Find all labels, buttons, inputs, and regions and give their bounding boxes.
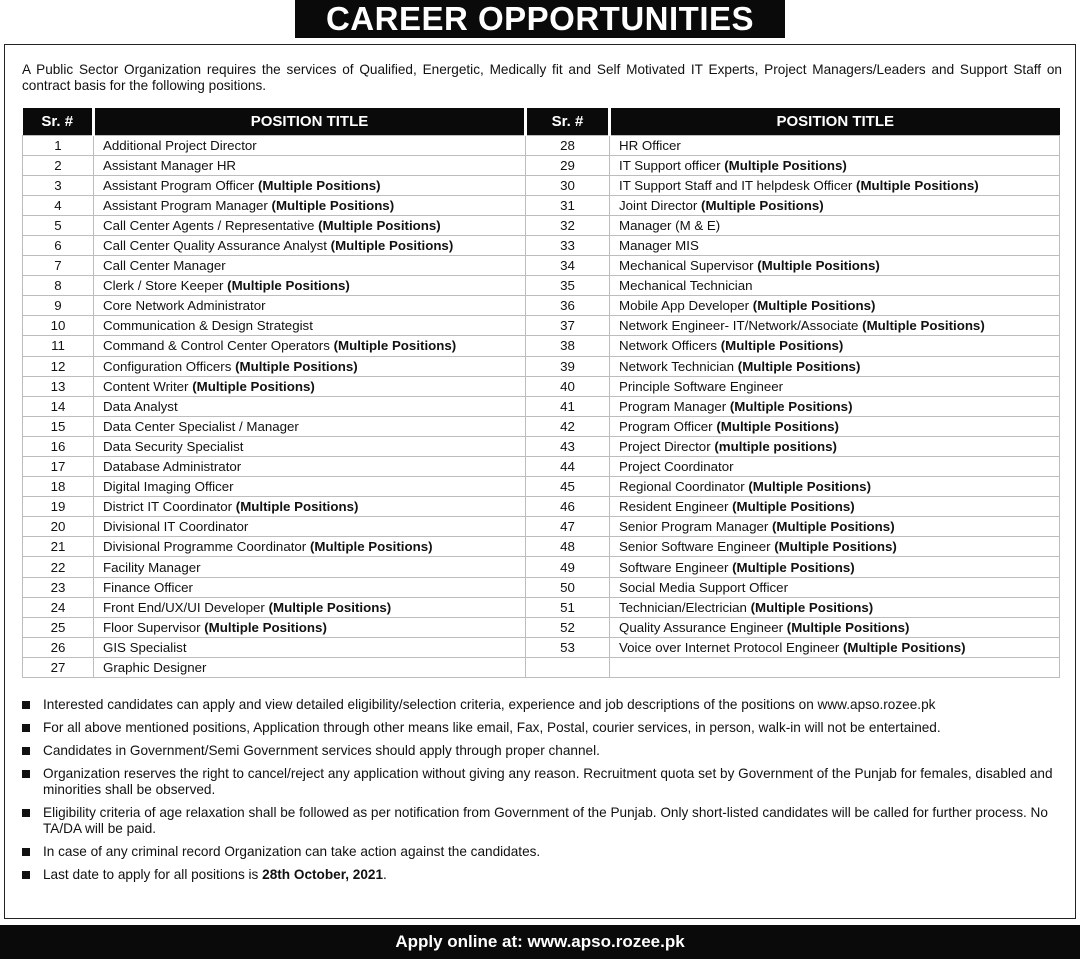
position-title-cell [94,175,526,195]
position-title-cell [610,135,1060,155]
position-title: Manager (M & E) [619,217,721,233]
position-title: IT Support officer [619,157,721,173]
multiple-positions-note: (Multiple Positions) [333,338,457,354]
multiple-positions-note: (Multiple Positions) [724,157,847,173]
position-title: Technician/Electrician [619,599,747,615]
serial-number-cell: 46 [526,497,610,517]
position-title-cell [610,416,1060,436]
position-title-cell [94,577,526,597]
position-title: Finance Officer [103,579,193,595]
table-row [23,215,1060,235]
table-row [23,557,1060,577]
position-title: Data Center Specialist / Manager [103,418,299,434]
position-title-cell [94,637,526,657]
position-title-cell [610,256,1060,276]
position-title: Social Media Support Officer [619,579,789,595]
header-position-right: POSITION TITLE [610,108,1060,135]
table-row [23,175,1060,195]
serial-number-cell: 2 [23,155,94,175]
position-title-cell [610,577,1060,597]
position-title-cell [610,637,1060,657]
multiple-positions-note: (Multiple Positions) [774,539,897,555]
serial-number-cell: 50 [526,577,610,597]
position-title-cell [610,436,1060,456]
serial-number-cell: 29 [526,155,610,175]
position-title-cell [610,215,1060,235]
position-title: Network Technician [619,358,735,374]
position-title-cell [94,396,526,416]
table-row [23,316,1060,336]
position-title: Network Officers [619,338,718,354]
note-tail: . [383,867,387,882]
position-title: Data Analyst [103,398,178,414]
serial-number-cell: 22 [23,557,94,577]
position-title: Assistant Program Manager [103,197,268,213]
serial-number-cell: 18 [23,477,94,497]
table-row [23,597,1060,617]
position-title: Mechanical Technician [619,278,753,294]
position-title-cell [610,356,1060,376]
position-title: HR Officer [619,137,681,153]
position-title-cell [610,537,1060,557]
position-title: Call Center Quality Assurance Analyst [103,238,327,254]
serial-number-cell: 52 [526,617,610,637]
position-title: Program Manager [619,398,727,414]
position-title: Communication & Design Strategist [103,318,313,334]
table-header-row [23,108,1060,135]
position-title: Call Center Agents / Representative [103,217,315,233]
note-text: Eligibility criteria of age relaxation shall be followed as per notification from Government of the Punjab. Only short-listed candidates will be called for further process. No TA/DA will be paid. [43,805,1048,836]
multiple-positions-note: (Multiple Positions) [309,539,433,555]
position-title: Network Engineer- IT/Network/Associate [619,318,859,334]
multiple-positions-note: (Multiple Positions) [750,599,874,615]
multiple-positions-note: (Multiple Positions) [271,197,395,213]
serial-number-cell: 23 [23,577,94,597]
position-title-cell [94,135,526,155]
multiple-positions-note: (Multiple Positions) [204,619,327,635]
table-row [23,135,1060,155]
multiple-positions-note: (Multiple Positions) [720,338,844,354]
multiple-positions-note: (Multiple Positions) [330,238,454,254]
table-row [23,396,1060,416]
serial-number-cell: 17 [23,457,94,477]
position-title-cell [94,376,526,396]
position-title: Facility Manager [103,559,201,575]
serial-number-cell: 36 [526,296,610,316]
notes-list [22,697,1062,890]
note-item [22,743,1062,759]
position-title-cell [94,336,526,356]
position-title-cell [94,235,526,255]
table-row [23,276,1060,296]
note-text: Interested candidates can apply and view detailed eligibility/selection criteria, experience and job descriptions of the positions on www.apso.rozee.pk [43,697,936,712]
table-row [23,537,1060,557]
multiple-positions-note: (Multiple Positions) [268,599,392,615]
serial-number-cell: 34 [526,256,610,276]
serial-number-cell: 49 [526,557,610,577]
serial-number-cell: 30 [526,175,610,195]
serial-number-cell: 21 [23,537,94,557]
position-title-cell [94,256,526,276]
table-row [23,577,1060,597]
serial-number-cell: 10 [23,316,94,336]
multiple-positions-note: (Multiple Positions) [786,619,910,635]
position-title: Assistant Manager HR [103,157,237,173]
serial-number-cell: 45 [526,477,610,497]
header-sr-right: Sr. # [526,108,610,135]
serial-number-cell: 20 [23,517,94,537]
position-title: Principle Software Engineer [619,378,784,394]
table-row [23,436,1060,456]
serial-number-cell: 33 [526,235,610,255]
position-title: Call Center Manager [103,258,226,274]
multiple-positions-note: (Multiple Positions) [856,177,979,193]
square-bullet-icon [22,724,30,732]
serial-number-cell: 6 [23,235,94,255]
position-title-cell [610,376,1060,396]
serial-number-cell: 44 [526,457,610,477]
position-title-cell [610,497,1060,517]
position-title-cell [610,276,1060,296]
position-title-cell [94,557,526,577]
position-title-cell [94,416,526,436]
position-title: Voice over Internet Protocol Engineer [619,639,840,655]
position-title-cell [94,195,526,215]
multiple-positions-note: (Multiple Positions) [257,177,381,193]
position-title-cell [94,155,526,175]
position-title-cell [94,617,526,637]
serial-number-cell: 31 [526,195,610,215]
position-title: Graphic Designer [103,659,207,675]
serial-number-cell: 47 [526,517,610,537]
serial-number-cell: 39 [526,356,610,376]
position-title: Front End/UX/UI Developer [103,599,265,615]
serial-number-cell: 37 [526,316,610,336]
serial-number-cell: 5 [23,215,94,235]
note-item [22,766,1062,798]
position-title-cell [94,436,526,456]
serial-number-cell: 19 [23,497,94,517]
position-title: Core Network Administrator [103,298,266,314]
position-title: Regional Coordinator [619,479,745,495]
table-row [23,356,1060,376]
serial-number-cell: 40 [526,376,610,396]
position-title-cell [94,457,526,477]
position-title-cell [610,457,1060,477]
serial-number-cell: 7 [23,256,94,276]
note-text: Organization reserves the right to cancel/reject any application without giving any reason. Recruitment quota set by Government of the Punjab for females, disabled and minorities shall be observed. [43,766,1053,797]
position-title-cell [94,215,526,235]
table-row [23,296,1060,316]
note-text: Candidates in Government/Semi Government services should apply through proper channel. [43,743,600,758]
position-title: Additional Project Director [103,137,257,153]
position-title-cell [94,537,526,557]
serial-number-cell: 8 [23,276,94,296]
position-title: Mobile App Developer [619,298,750,314]
page-title: CAREER OPPORTUNITIES [295,0,785,38]
serial-number-cell: 1 [23,135,94,155]
apply-online-banner: Apply online at: www.apso.rozee.pk [0,925,1080,959]
position-title: Program Officer [619,418,713,434]
multiple-positions-note: (Multiple Positions) [842,639,966,655]
serial-number-cell: 48 [526,537,610,557]
position-title-cell [610,557,1060,577]
multiple-positions-note: (Multiple Positions) [227,278,350,294]
multiple-positions-note: (Multiple Positions) [729,398,853,414]
table-row [23,477,1060,497]
multiple-positions-note: (Multiple Positions) [235,358,358,374]
multiple-positions-note: (Multiple Positions) [737,358,861,374]
note-text: For all above mentioned positions, Application through other means like email, Fax, Postal, courier services, in person, walk-in will not be entertained. [43,720,941,735]
table-row [23,155,1060,175]
position-title: Joint Director [619,197,698,213]
serial-number-cell: 51 [526,597,610,617]
position-title-cell [94,477,526,497]
multiple-positions-note: (Multiple Positions) [752,298,876,314]
table-row [23,376,1060,396]
position-title-cell [94,657,526,677]
position-title-cell [610,517,1060,537]
position-title: GIS Specialist [103,639,187,655]
note-text: Last date to apply for all positions is [43,867,263,882]
position-title-cell [610,296,1060,316]
serial-number-cell [526,657,610,677]
position-title: Project Coordinator [619,459,734,475]
serial-number-cell: 3 [23,175,94,195]
position-title: Floor Supervisor [103,619,201,635]
position-title-cell [610,477,1060,497]
serial-number-cell: 9 [23,296,94,316]
position-title: Project Director [619,438,711,454]
position-title-cell [610,597,1060,617]
multiple-positions-note: (Multiple Positions) [701,197,824,213]
multiple-positions-note: (Multiple Positions) [757,258,880,274]
note-item [22,805,1062,837]
serial-number-cell: 25 [23,617,94,637]
note-text: In case of any criminal record Organization can take action against the candidates. [43,844,541,859]
position-title: Content Writer [103,378,189,394]
multiple-positions-note: (multiple positions) [714,438,837,454]
position-title-cell [610,657,1060,677]
position-title: Quality Assurance Engineer [619,619,784,635]
position-title: Assistant Program Officer [103,177,255,193]
position-title: Senior Software Engineer [619,539,771,555]
position-title: Software Engineer [619,559,729,575]
note-item [22,867,1062,883]
note-deadline-date: 28th October, 2021 [262,867,384,882]
serial-number-cell: 53 [526,637,610,657]
table-row [23,416,1060,436]
position-title: Resident Engineer [619,499,729,515]
table-row [23,517,1060,537]
serial-number-cell: 35 [526,276,610,296]
intro-paragraph: A Public Sector Organization requires the services of Qualified, Energetic, Medically fit and Self Motivated IT Experts, Project Managers/Leaders and Support Staff on contract basis for the following positions. [22,62,1062,93]
table-row [23,195,1060,215]
position-title: Database Administrator [103,459,242,475]
table-row [23,617,1060,637]
serial-number-cell: 38 [526,336,610,356]
note-item [22,697,1062,713]
position-title-cell [610,235,1060,255]
square-bullet-icon [22,770,30,778]
serial-number-cell: 42 [526,416,610,436]
serial-number-cell: 4 [23,195,94,215]
table-row [23,497,1060,517]
position-title: Command & Control Center Operators [103,338,330,354]
square-bullet-icon [22,747,30,755]
position-title: Manager MIS [619,238,699,254]
table-row [23,457,1060,477]
table-row [23,235,1060,255]
multiple-positions-note: (Multiple Positions) [748,479,871,495]
multiple-positions-note: (Multiple Positions) [732,559,855,575]
position-title: Configuration Officers [103,358,232,374]
serial-number-cell: 26 [23,637,94,657]
multiple-positions-note: (Multiple Positions) [732,499,855,515]
position-title: Senior Program Manager [619,519,769,535]
serial-number-cell: 24 [23,597,94,617]
serial-number-cell: 14 [23,396,94,416]
position-title-cell [94,517,526,537]
position-title-cell [94,356,526,376]
position-title: Mechanical Supervisor [619,258,754,274]
serial-number-cell: 28 [526,135,610,155]
multiple-positions-note: (Multiple Positions) [235,499,359,515]
multiple-positions-note: (Multiple Positions) [862,318,985,334]
position-title: Divisional Programme Coordinator [103,539,307,555]
multiple-positions-note: (Multiple Positions) [772,519,895,535]
position-title-cell [610,316,1060,336]
position-title-cell [610,195,1060,215]
serial-number-cell: 15 [23,416,94,436]
table-row [23,657,1060,677]
table-row [23,256,1060,276]
position-title: Digital Imaging Officer [103,479,234,495]
position-title-cell [94,316,526,336]
square-bullet-icon [22,871,30,879]
square-bullet-icon [22,848,30,856]
position-title-cell [610,336,1060,356]
position-title: Data Security Specialist [103,438,244,454]
position-title-cell [610,175,1060,195]
header-position-left: POSITION TITLE [94,108,526,135]
serial-number-cell: 16 [23,436,94,456]
serial-number-cell: 12 [23,356,94,376]
position-title-cell [94,276,526,296]
multiple-positions-note: (Multiple Positions) [716,418,839,434]
table-row [23,336,1060,356]
serial-number-cell: 27 [23,657,94,677]
serial-number-cell: 41 [526,396,610,416]
serial-number-cell: 11 [23,336,94,356]
serial-number-cell: 43 [526,436,610,456]
note-item [22,720,1062,736]
header-sr-left: Sr. # [23,108,94,135]
position-title-cell [610,396,1060,416]
position-title-cell [610,617,1060,637]
position-title-cell [94,296,526,316]
position-title-cell [94,497,526,517]
position-title: Divisional IT Coordinator [103,519,249,535]
position-title-cell [610,155,1060,175]
position-title: District IT Coordinator [103,499,233,515]
positions-table-body [23,135,1060,678]
multiple-positions-note: (Multiple Positions) [192,378,315,394]
square-bullet-icon [22,701,30,709]
positions-table [22,108,1060,678]
table-row [23,637,1060,657]
multiple-positions-note: (Multiple Positions) [318,217,441,233]
position-title: IT Support Staff and IT helpdesk Officer [619,177,853,193]
square-bullet-icon [22,809,30,817]
position-title: Clerk / Store Keeper [103,278,224,294]
serial-number-cell: 13 [23,376,94,396]
note-item [22,844,1062,860]
serial-number-cell: 32 [526,215,610,235]
position-title-cell [94,597,526,617]
